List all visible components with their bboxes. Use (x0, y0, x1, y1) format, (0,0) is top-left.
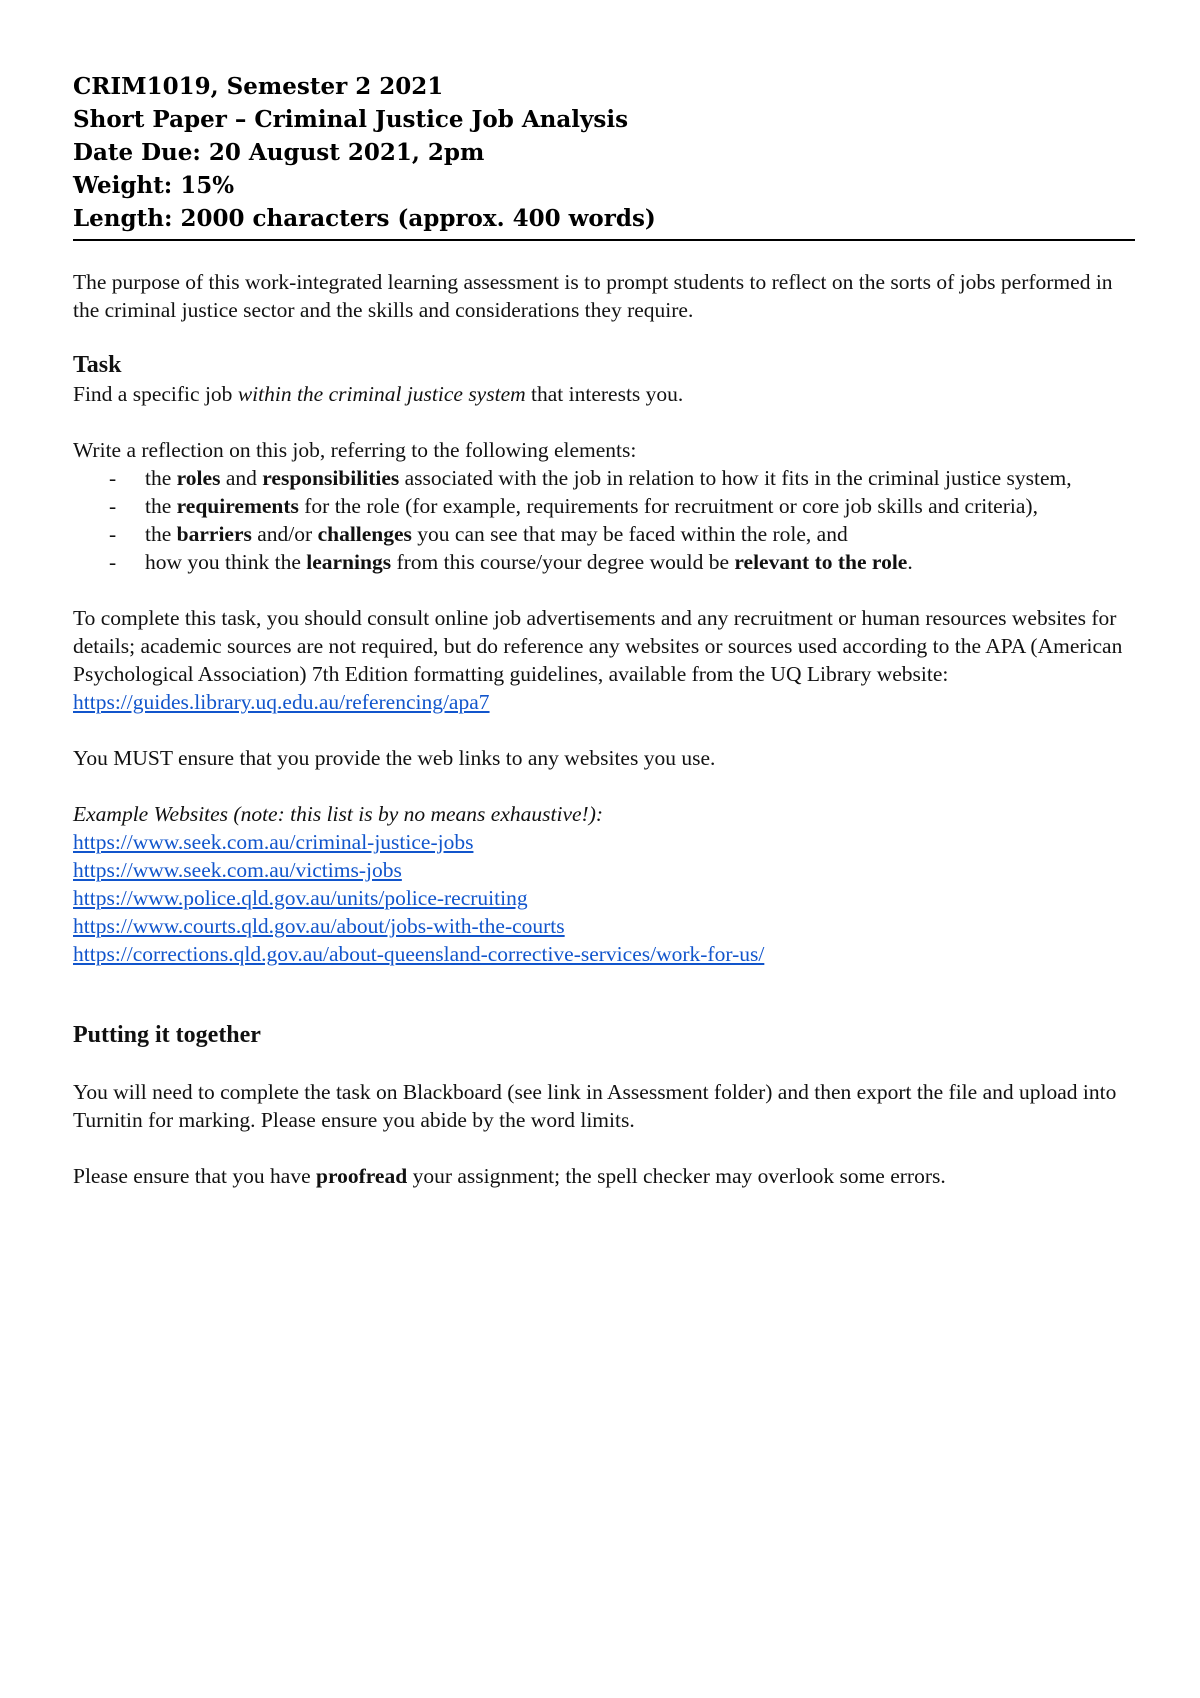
complete-task-paragraph (73, 604, 1135, 716)
item-text: and/or (251, 522, 318, 546)
list-item (73, 492, 1135, 520)
find-job-suffix: that interests you. (525, 382, 684, 406)
item-text: the (145, 522, 177, 546)
item-bold-text: relevant to the role (734, 550, 908, 574)
complete-task-text: To complete this task, you should consult online job advertisements and any recruitment or human resources websites for details; academic sources are not required, but do reference any websites or sources used according to the APA (American Psychological Association) 7th Edition formatting guidelines, available from the UQ Library website: (73, 606, 1123, 686)
apa-guide-link[interactable]: https://guides.library.uq.edu.au/referencing/apa7 (73, 690, 490, 714)
item-bold-text: roles (176, 466, 221, 490)
proofread-bold: proofread (316, 1164, 408, 1188)
example-link-seek-criminal-justice[interactable]: https://www.seek.com.au/criminal-justice-jobs (73, 830, 474, 854)
bullet-dash: - (109, 522, 117, 546)
document-body (73, 268, 1135, 1190)
bullet-dash: - (109, 494, 117, 518)
must-provide-links-paragraph: You MUST ensure that you provide the web links to any websites you use. (73, 746, 716, 770)
weight: Weight: 15% (73, 172, 235, 199)
list-item (73, 464, 1135, 492)
example-websites-label: Example Websites (note: this list is by no means exhaustive!): (73, 802, 604, 826)
item-text: the (145, 466, 177, 490)
list-item (73, 548, 1135, 576)
course-title: CRIM1019, Semester 2 2021 (73, 73, 444, 100)
example-link-courts-jobs[interactable]: https://www.courts.qld.gov.au/about/jobs-with-the-courts (73, 914, 565, 938)
length-requirement: Length: 2000 characters (approx. 400 words) (73, 205, 656, 232)
example-link-police-recruiting[interactable]: https://www.police.qld.gov.au/units/police-recruiting (73, 886, 528, 910)
proofread-suffix: your assignment; the spell checker may overlook some errors. (407, 1164, 946, 1188)
item-bold-text: learnings (306, 550, 392, 574)
task-heading: Task (73, 352, 122, 378)
intro-paragraph: The purpose of this work-integrated learning assessment is to prompt students to reflect on the sorts of jobs performed in the criminal justice sector and the skills and considerations they require. (73, 270, 1113, 322)
find-job-paragraph (73, 380, 1135, 408)
example-websites (73, 800, 1135, 968)
proofread-paragraph (73, 1162, 1135, 1190)
assignment-title: Short Paper – Criminal Justice Job Analysis (73, 106, 629, 133)
reflection-intro: Write a reflection on this job, referring to the following elements: (73, 438, 637, 462)
item-text: for the role (for example, requirements for recruitment or core job skills and criteria), (298, 494, 1038, 518)
item-text: you can see that may be faced within the role, and (411, 522, 848, 546)
putting-it-together-heading: Putting it together (73, 1022, 261, 1048)
item-text: how you think the (145, 550, 307, 574)
find-job-emphasis: within the criminal justice system (237, 382, 526, 406)
document-header (73, 70, 1135, 235)
item-text: the (145, 494, 177, 518)
item-text: and (220, 466, 263, 490)
bullet-dash: - (109, 550, 117, 574)
header-divider (73, 239, 1135, 241)
item-text: associated with the job in relation to how it fits in the criminal justice system, (399, 466, 1072, 490)
item-bold-text: responsibilities (262, 466, 400, 490)
item-text: . (907, 550, 913, 574)
item-bold-text: barriers (176, 522, 252, 546)
due-date: Date Due: 20 August 2021, 2pm (73, 139, 485, 166)
reflection-elements-list (73, 464, 1135, 576)
example-link-seek-victims[interactable]: https://www.seek.com.au/victims-jobs (73, 858, 402, 882)
bullet-dash: - (109, 466, 117, 490)
list-item (73, 520, 1135, 548)
proofread-prefix: Please ensure that you have (73, 1164, 316, 1188)
item-bold-text: challenges (317, 522, 412, 546)
find-job-prefix: Find a specific job (73, 382, 238, 406)
item-bold-text: requirements (176, 494, 299, 518)
example-link-corrections-work[interactable]: https://corrections.qld.gov.au/about-queensland-corrective-services/work-for-us/ (73, 942, 765, 966)
item-text: from this course/your degree would be (391, 550, 735, 574)
blackboard-paragraph: You will need to complete the task on Blackboard (see link in Assessment folder) and then export the file and upload into Turnitin for marking. Please ensure you abide by the word limits. (73, 1080, 1117, 1132)
